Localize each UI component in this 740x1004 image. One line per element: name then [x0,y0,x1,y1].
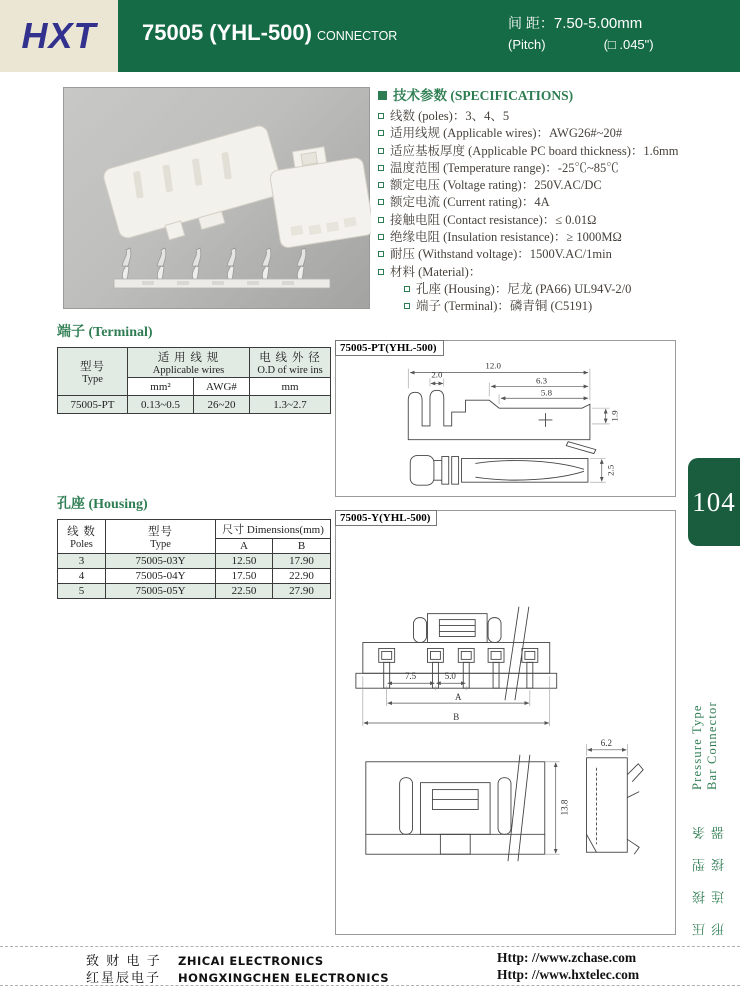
bullet-icon [404,303,410,309]
housing-drawing-box [335,510,676,935]
product-photo-drawing [64,88,371,310]
bullet-icon [378,130,384,136]
housing-row: 3 75005-03Y 12.50 17.90 [58,554,331,569]
housing-col-type: 型号 Type [106,520,216,554]
bullet-icon [378,269,384,275]
pitch-row-cn [508,13,654,33]
brand-logo: HXT [21,15,97,56]
bullet-icon [378,251,384,257]
footer-company-2 [86,967,389,987]
terminal-drawing-label: 75005-PT(YHL-500) [335,340,444,356]
spec-item: 耐压 (Withstand voltage)：1500V.AC/1min [378,246,680,263]
terminal-table [57,347,331,414]
bullet-icon [378,182,384,188]
housing-connector [267,141,371,249]
bullet-icon [378,148,384,154]
company1-cn: 致 财 电 子 [86,953,162,968]
footer-url-2: Http: //www.hxtelec.com [497,967,640,982]
housing-section [57,493,331,599]
svg-text:2.5: 2.5 [605,464,616,476]
unit-awg: AWG# [194,378,250,396]
footer-divider-top [0,946,740,947]
housing-row: 4 75005-04Y 17.50 22.90 [58,569,331,584]
svg-text:7.5: 7.5 [404,671,417,682]
housing-col-b: B [273,539,331,554]
spec-item: 适用线规 (Applicable wires)：AWG26#~20# [378,125,680,142]
bullet-icon [378,165,384,171]
terminal-section-title: 端子 (Terminal) [57,325,153,340]
housing-row: 5 75005-05Y 22.50 27.90 [58,584,331,599]
wafer-connector [102,124,289,253]
header-bar [0,0,740,72]
spec-item: 额定电流 (Current rating)：4A [378,194,680,211]
pitch-info [508,13,654,52]
unit-mm: mm [250,378,331,396]
sidebar-vertical-cn: 压 接 型 条 形 连 接 器 [692,818,726,936]
part-number-title: 75005 (YHL-500) [142,20,312,45]
company1-en: ZHICAI ELECTRONICS [178,954,324,968]
logo-block [0,0,118,72]
terminal-data-row: 75005-PT 0.13~0.5 26~20 1.3~2.7 [58,396,331,414]
bullet-icon [378,234,384,240]
terminal-section [57,321,331,414]
page-number-tab [688,458,740,546]
page-title [142,20,397,46]
company2-cn: 红星辰电子 [86,970,162,985]
spec-subitem: 孔座 (Housing)：尼龙 (PA66) UL94V-2/0 [404,281,680,298]
spec-item: 线数 (poles)：3、4、5 [378,108,680,125]
spec-item: 材料 (Material)： [378,264,680,281]
pitch-label-en: (Pitch) [508,37,546,52]
svg-text:13.8: 13.8 [559,799,570,816]
svg-text:5.8: 5.8 [540,387,553,398]
sidebar-vertical-text [690,684,734,936]
specifications-title: 技术参数 (SPECIFICATIONS) [378,84,680,104]
spec-subitem: 端子 (Terminal)：磷青铜 (C5191) [404,298,680,315]
pitch-row-en [508,37,654,52]
svg-text:2.0: 2.0 [431,369,443,380]
housing-col-poles: 线 数 Poles [58,520,106,554]
terminal-col-wires: 适 用 线 规 Applicable wires [128,348,250,378]
housing-drawing-label: 75005-Y(YHL-500) [335,510,437,526]
terminal-drawing-box [335,340,676,497]
housing-col-a: A [216,539,273,554]
spec-item: 额定电压 (Voltage rating)：250V.AC/DC [378,177,680,194]
svg-text:12.0: 12.0 [485,360,501,371]
svg-text:A: A [455,692,462,703]
housing-col-dims: 尺寸 Dimensions(mm) [216,520,331,539]
housing-section-title: 孔座 (Housing) [57,497,148,512]
product-photo [63,87,370,309]
terminal-technical-drawing [336,341,675,496]
spec-item: 适应基板厚度 (Applicable PC board thickness)：1.6mm [378,143,680,160]
company2-en: HONGXINGCHEN ELECTRONICS [178,971,390,985]
terminal-strip [114,248,330,288]
unit-mm2: mm² [128,378,194,396]
bullet-icon [378,113,384,119]
footer-divider-bottom [0,985,740,986]
part-title-suffix: CONNECTOR [316,29,398,43]
spec-item: 绝缘电阻 (Insulation resistance)：≥ 1000MΩ [378,229,680,246]
pitch-label-cn: 间 距： [508,15,554,31]
svg-text:6.2: 6.2 [600,737,612,748]
housing-technical-drawing [336,511,675,934]
spec-item: 接触电阻 (Contact resistance)：≤ 0.01Ω [378,212,680,229]
svg-text:1.9: 1.9 [609,410,620,422]
section-marker-icon [378,91,387,100]
sidebar-vertical-en: Pressure Type Bar Connector [690,701,719,790]
svg-text:5.0: 5.0 [444,671,456,682]
page-number: 104 [692,486,736,517]
specifications-section [378,84,680,316]
footer-url-1: Http: //www.zchase.com [497,950,637,965]
pitch-value: 7.50-5.00mm [553,15,643,32]
terminal-col-od: 电 线 外 径 O.D of wire ins [250,348,331,378]
spec-item: 温度范围 (Temperature range)：-25℃~85℃ [378,160,680,177]
svg-text:B: B [453,712,460,723]
housing-table [57,519,331,599]
bullet-icon [378,199,384,205]
pitch-inch: (□ .045") [603,37,654,52]
bullet-icon [404,286,410,292]
bullet-icon [378,217,384,223]
terminal-col-type: 型号 Type [58,348,128,396]
svg-text:6.3: 6.3 [535,375,548,386]
